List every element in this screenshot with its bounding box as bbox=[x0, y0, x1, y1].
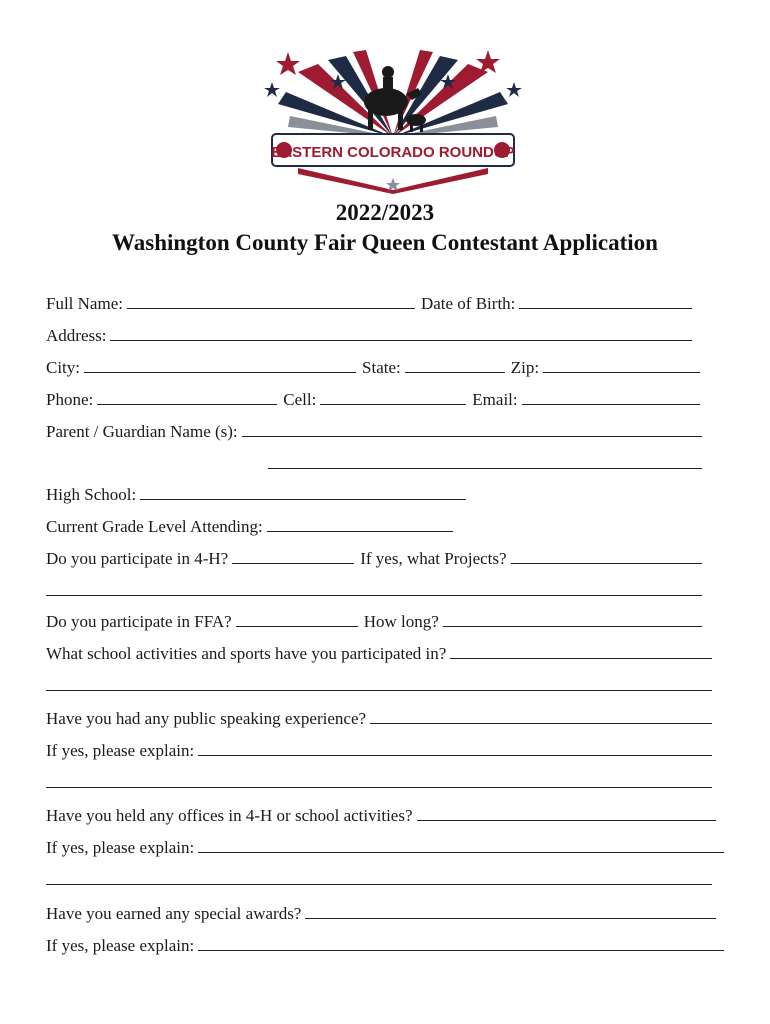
cell-field[interactable] bbox=[320, 404, 466, 405]
dob-label: Date of Birth: bbox=[420, 294, 516, 313]
high-school-label: High School: bbox=[46, 485, 137, 504]
projects-field-2[interactable] bbox=[46, 595, 702, 596]
zip-label: Zip: bbox=[510, 358, 540, 377]
city-field[interactable] bbox=[84, 372, 356, 373]
ffa-label: Do you participate in FFA? bbox=[46, 612, 232, 631]
grade-level-field[interactable] bbox=[267, 531, 453, 532]
row-phone-cell-email bbox=[46, 386, 724, 410]
how-long-field[interactable] bbox=[443, 626, 702, 627]
row-projects-continued bbox=[46, 577, 724, 601]
row-awards-explain bbox=[46, 932, 724, 956]
offices-field[interactable] bbox=[417, 820, 717, 821]
state-label: State: bbox=[362, 358, 401, 377]
offices-explain-field[interactable] bbox=[198, 852, 724, 853]
eastern-colorado-roundup-logo bbox=[258, 42, 528, 194]
email-field[interactable] bbox=[522, 404, 700, 405]
speaking-explain-field[interactable] bbox=[198, 755, 712, 756]
fourh-field[interactable] bbox=[232, 563, 354, 564]
logo-text: EASTERN COLORADO ROUNDUP bbox=[271, 144, 515, 161]
page-title: Washington County Fair Queen Contestant Application bbox=[112, 230, 658, 255]
row-speaking bbox=[46, 705, 724, 729]
row-grade bbox=[46, 513, 724, 537]
offices-label: Have you held any offices in 4-H or school activities? bbox=[46, 806, 413, 825]
row-city-state-zip bbox=[46, 354, 724, 378]
row-name-dob bbox=[46, 290, 724, 314]
application-year: 2022/2023 bbox=[335, 200, 435, 225]
row-speaking-explain-continued bbox=[46, 769, 724, 793]
city-label: City: bbox=[46, 358, 81, 377]
cell-label: Cell: bbox=[283, 390, 317, 409]
row-ffa bbox=[46, 608, 724, 632]
row-awards bbox=[46, 900, 724, 924]
row-activities-continued bbox=[46, 672, 724, 696]
public-speaking-field[interactable] bbox=[370, 723, 712, 724]
ffa-field[interactable] bbox=[236, 626, 358, 627]
full-name-label: Full Name: bbox=[46, 294, 123, 313]
state-field[interactable] bbox=[405, 372, 505, 373]
parent-guardian-label: Parent / Guardian Name (s): bbox=[46, 422, 238, 441]
activities-field[interactable] bbox=[450, 658, 712, 659]
row-parent bbox=[46, 418, 724, 442]
parent-guardian-field[interactable] bbox=[242, 436, 702, 437]
row-offices-explain bbox=[46, 834, 724, 858]
phone-label: Phone: bbox=[46, 390, 94, 409]
offices-explain-field-2[interactable] bbox=[46, 884, 712, 885]
address-field[interactable] bbox=[110, 340, 692, 341]
public-speaking-label: Have you had any public speaking experience? bbox=[46, 709, 367, 728]
projects-field[interactable] bbox=[511, 563, 702, 564]
speaking-explain-label: If yes, please explain: bbox=[46, 741, 195, 760]
how-long-label: How long? bbox=[363, 612, 439, 631]
phone-field[interactable] bbox=[97, 404, 277, 405]
awards-field[interactable] bbox=[305, 918, 716, 919]
row-4h bbox=[46, 545, 724, 569]
row-offices bbox=[46, 802, 724, 826]
fourh-label: Do you participate in 4-H? bbox=[46, 549, 229, 568]
grade-level-label: Current Grade Level Attending: bbox=[46, 517, 263, 536]
full-name-field[interactable] bbox=[127, 308, 415, 309]
dob-field[interactable] bbox=[519, 308, 692, 309]
parent-guardian-field-2[interactable] bbox=[268, 468, 702, 469]
offices-explain-label: If yes, please explain: bbox=[46, 838, 195, 857]
address-label: Address: bbox=[46, 326, 107, 345]
row-parent-continued bbox=[46, 450, 724, 474]
high-school-field[interactable] bbox=[140, 499, 466, 500]
activities-label: What school activities and sports have you participated in? bbox=[46, 644, 447, 663]
activities-field-2[interactable] bbox=[46, 690, 712, 691]
email-label: Email: bbox=[472, 390, 518, 409]
row-speaking-explain bbox=[46, 737, 724, 761]
speaking-explain-field-2[interactable] bbox=[46, 787, 712, 788]
zip-field[interactable] bbox=[543, 372, 700, 373]
row-offices-explain-continued bbox=[46, 866, 724, 890]
awards-explain-field[interactable] bbox=[198, 950, 724, 951]
awards-label: Have you earned any special awards? bbox=[46, 904, 302, 923]
row-high-school bbox=[46, 481, 724, 505]
projects-label: If yes, what Projects? bbox=[360, 549, 507, 568]
awards-explain-label: If yes, please explain: bbox=[46, 936, 195, 955]
row-address bbox=[46, 322, 724, 346]
row-activities bbox=[46, 640, 724, 664]
